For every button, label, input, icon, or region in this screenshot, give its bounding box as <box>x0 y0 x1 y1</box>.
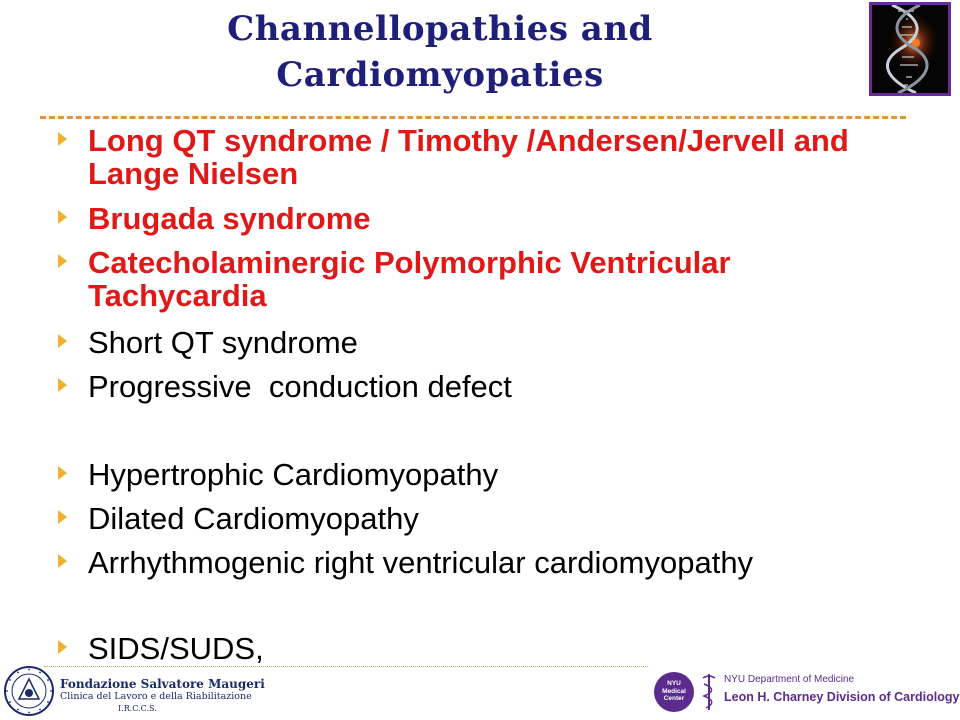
triangle-bullet-icon <box>58 378 67 392</box>
triangle-bullet-icon <box>58 210 67 224</box>
slide-title-line-1: Channellopathies and <box>227 9 653 49</box>
maugeri-logo <box>0 665 265 720</box>
triangle-bullet-icon <box>58 132 67 146</box>
title-divider <box>40 116 906 119</box>
maugeri-seal-icon <box>3 665 55 717</box>
list-item <box>56 124 916 190</box>
bullet-text: Catecholaminergic Polymorphic Ventricular Tachycardia <box>88 245 731 313</box>
list-item <box>56 632 916 665</box>
list-item <box>56 202 916 235</box>
triangle-bullet-icon <box>58 554 67 568</box>
maugeri-name: Fondazione Salvatore Maugeri <box>60 677 265 691</box>
bullet-text: Long QT syndrome / Timothy /Andersen/Jervell and Lange Nielsen <box>88 123 849 191</box>
bullet-text: SIDS/SUDS, <box>88 631 264 666</box>
triangle-bullet-icon <box>58 466 67 480</box>
maugeri-irccs: I.R.C.C.S. <box>118 704 157 713</box>
nyu-badge-text: NYU Medical Center <box>662 680 686 702</box>
list-item <box>56 458 916 491</box>
triangle-bullet-icon <box>58 640 67 654</box>
slide-title <box>110 6 770 98</box>
bullet-text: Short QT syndrome <box>88 325 358 360</box>
list-item <box>56 326 916 359</box>
bullet-text: Brugada syndrome <box>88 201 371 236</box>
dna-helix-icon <box>872 5 948 93</box>
caduceus-icon <box>700 672 718 712</box>
nyu-badge-icon <box>654 672 694 712</box>
nyu-department: NYU Department of Medicine <box>724 674 855 685</box>
bullet-text: Dilated Cardiomyopathy <box>88 501 419 536</box>
nyu-division: Leon H. Charney Division of Cardiology <box>724 690 960 704</box>
bullet-text: Progressive conduction defect <box>88 369 512 404</box>
list-item <box>56 246 916 312</box>
triangle-bullet-icon <box>58 254 67 268</box>
triangle-bullet-icon <box>58 334 67 348</box>
nyu-logo <box>652 670 960 716</box>
list-item <box>56 502 916 535</box>
bullet-text: Arrhythmogenic right ventricular cardiomyopathy <box>88 545 754 580</box>
maugeri-subtitle: Clinica del Lavoro e della Riabilitazione <box>60 691 252 702</box>
bullet-text: Hypertrophic Cardiomyopathy <box>88 457 499 492</box>
list-item <box>56 546 916 579</box>
list-item <box>56 370 916 403</box>
slide-title-line-2: Cardiomyopaties <box>276 55 604 95</box>
dna-helix-image <box>869 2 951 96</box>
triangle-bullet-icon <box>58 510 67 524</box>
